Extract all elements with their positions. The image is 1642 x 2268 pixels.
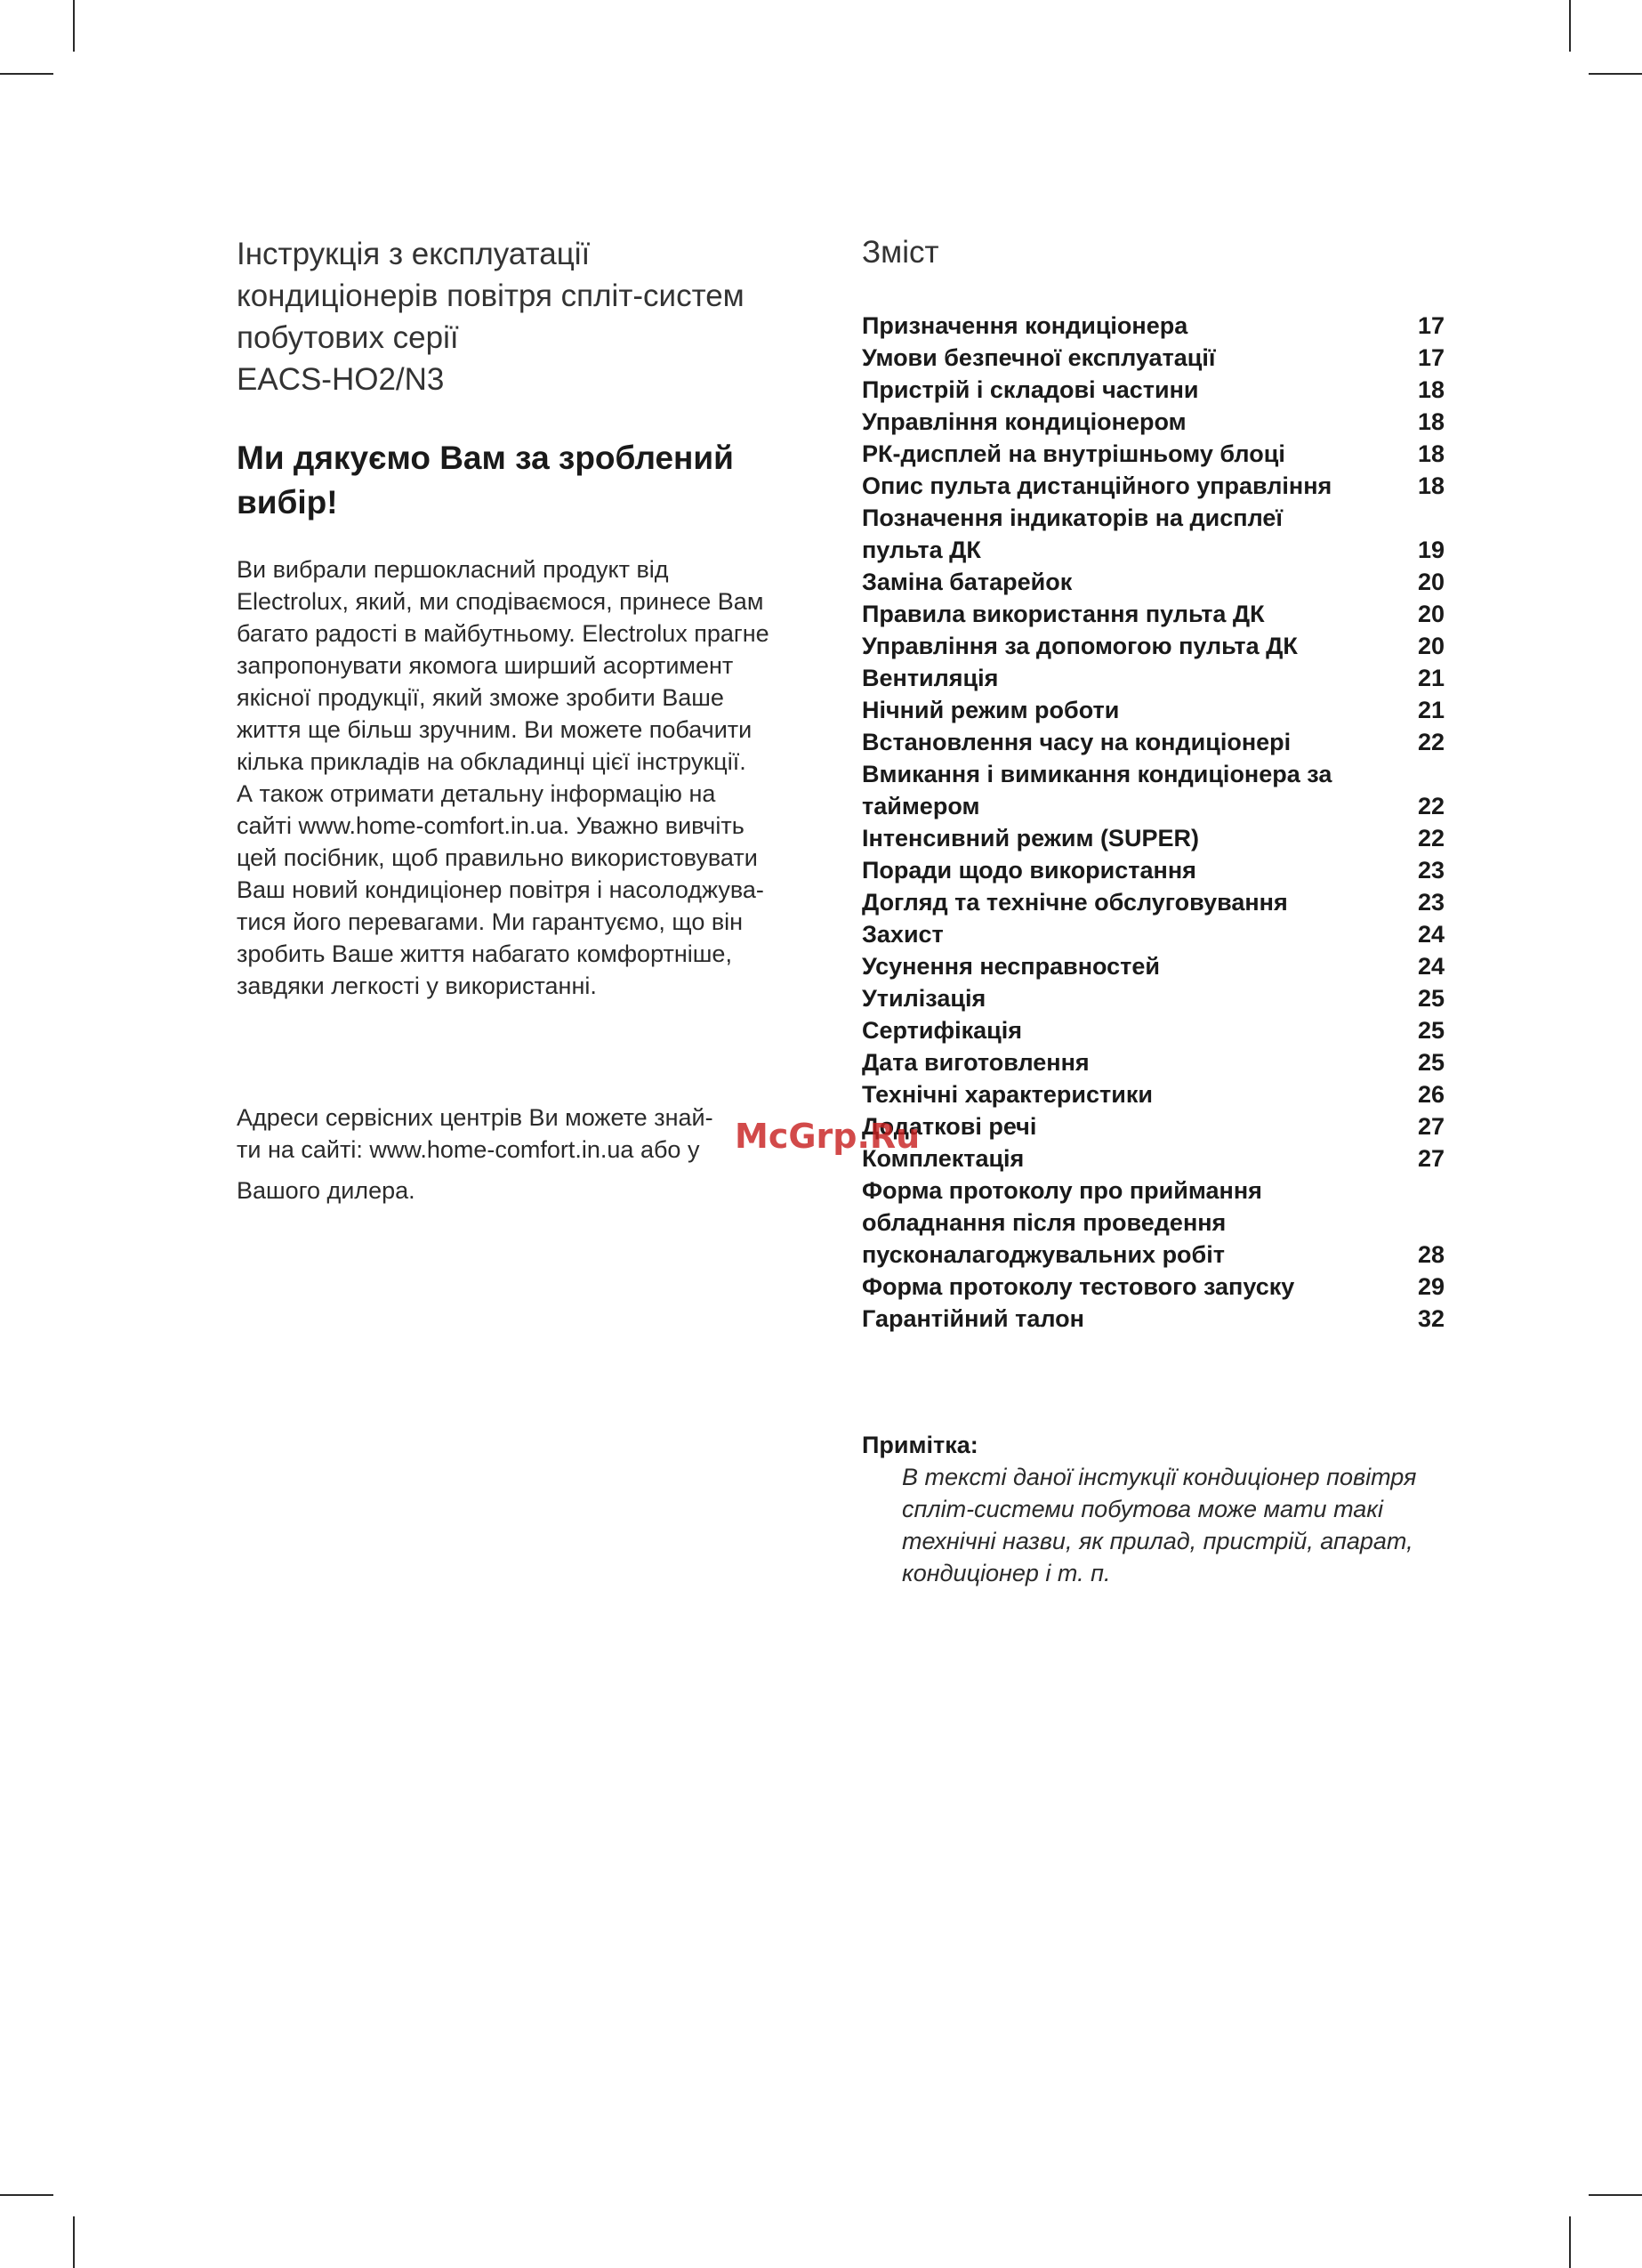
toc-entry-page: 21 — [1417, 697, 1445, 723]
toc-entry-title-line: Нічний режим роботи — [862, 697, 1120, 723]
toc-entry[interactable] — [862, 406, 1445, 438]
toc-entry[interactable] — [862, 598, 1445, 630]
document-title-line: EACS-HO2/N3 — [237, 362, 445, 397]
toc-entry[interactable] — [862, 950, 1445, 982]
thanks-heading — [237, 436, 824, 525]
toc-entry-title — [862, 342, 1216, 374]
intro-line: Ваш новий кондиціонер повітря і насолоджува- — [237, 876, 764, 903]
document-title-line: Інструкція з експлуатації — [237, 237, 591, 271]
note-line: кондиціонер і т. п. — [902, 1560, 1111, 1586]
toc-entry-title — [862, 1014, 1022, 1046]
toc-entry-title-line: Сертифікація — [862, 1017, 1022, 1044]
intro-paragraph — [237, 553, 824, 1002]
crop-mark-top-left-h — [0, 73, 53, 75]
toc-entry-title-line: Умови безпечної експлуатації — [862, 344, 1216, 371]
toc-entry-title — [862, 726, 1291, 758]
toc-entry[interactable] — [862, 310, 1445, 342]
toc-entry-title-line: обладнання після проведення — [862, 1209, 1227, 1236]
toc-entry[interactable] — [862, 630, 1445, 662]
note-line: спліт-системи побутова може мати такі — [902, 1496, 1384, 1522]
toc-entry-title — [862, 662, 998, 694]
crop-mark-bottom-right — [1569, 2216, 1571, 2268]
toc-entry[interactable] — [862, 470, 1445, 502]
toc-entry-title — [862, 1303, 1084, 1335]
watermark-logo: McGrp.Ru — [735, 1117, 921, 1156]
toc-entry-page: 25 — [1417, 1017, 1445, 1044]
toc-entry[interactable] — [862, 662, 1445, 694]
toc-entry-page: 17 — [1417, 312, 1445, 339]
note-line: В тексті даної інстукції кондиціонер повітря — [902, 1464, 1417, 1490]
service-line: Вашого дилера. — [237, 1177, 415, 1204]
toc-entry-title-line: Комплектація — [862, 1145, 1025, 1172]
toc-entry-title — [862, 1271, 1294, 1303]
service-centers-paragraph — [237, 1102, 713, 1207]
crop-mark-bottom-right-h — [1589, 2194, 1642, 2196]
toc-entry-title — [862, 758, 1332, 822]
toc-entry-title-line: Позначення індикаторів на дисплеї — [862, 504, 1284, 531]
toc-entry-page: 23 — [1417, 889, 1445, 916]
toc-entry[interactable] — [862, 1078, 1445, 1110]
toc-entry-page: 32 — [1417, 1305, 1445, 1332]
crop-mark-bottom-left — [73, 2216, 75, 2268]
crop-mark-bottom-left-h — [0, 2194, 53, 2196]
toc-entry-title — [862, 886, 1288, 918]
toc-entry[interactable] — [862, 566, 1445, 598]
toc-entry-title-line: Поради щодо використання — [862, 857, 1196, 884]
toc-entry[interactable] — [862, 1271, 1445, 1303]
toc-entry-title — [862, 822, 1199, 854]
toc-entry-title-line: РК-дисплей на внутрішньому блоці — [862, 440, 1285, 467]
toc-entry-title — [862, 310, 1187, 342]
toc-entry-page: 22 — [1417, 825, 1445, 852]
toc-entry-page: 18 — [1417, 376, 1445, 403]
toc-list — [862, 310, 1445, 1335]
toc-entry-page: 25 — [1417, 1049, 1445, 1076]
intro-line: Ви вибрали першокласний продукт від — [237, 556, 669, 583]
toc-entry[interactable] — [862, 1303, 1445, 1335]
toc-entry-title-line: Пристрій і складові частини — [862, 376, 1199, 403]
toc-entry-title — [862, 950, 1160, 982]
note-block — [862, 1429, 1449, 1589]
toc-entry-title-line: Правила використання пульта ДК — [862, 601, 1265, 627]
thanks-heading-line: вибір! — [237, 484, 338, 521]
note-label: Примітка: — [862, 1432, 978, 1458]
intro-line: зробить Ваше життя набагато комфортніше, — [237, 940, 732, 967]
intro-line: завдяки легкості у використанні. — [237, 973, 597, 999]
toc-entry-title — [862, 470, 1332, 502]
toc-entry[interactable] — [862, 1014, 1445, 1046]
toc-entry-title — [862, 630, 1298, 662]
toc-entry-title — [862, 982, 986, 1014]
toc-entry[interactable] — [862, 1110, 1445, 1142]
toc-entry-page: 23 — [1417, 857, 1445, 884]
toc-entry[interactable] — [862, 342, 1445, 374]
toc-entry-title-line: таймером — [862, 793, 980, 819]
toc-entry-title-line: Захист — [862, 921, 944, 948]
toc-entry-page: 20 — [1417, 601, 1445, 627]
toc-entry[interactable] — [862, 1046, 1445, 1078]
intro-line: тися його перевагами. Ми гарантуємо, що він — [237, 908, 744, 935]
table-of-contents — [862, 233, 1445, 1335]
note-line: технічні назви, як прилад, пристрій, апарат, — [902, 1528, 1413, 1554]
toc-entry[interactable] — [862, 1142, 1445, 1174]
intro-line: багато радості в майбутньому. Electrolux прагне — [237, 620, 769, 647]
toc-entry-title — [862, 1046, 1090, 1078]
toc-entry-title-line: Утилізація — [862, 985, 986, 1012]
toc-entry-title-line: Опис пульта дистанційного управління — [862, 472, 1332, 499]
toc-entry-title-line: Управління кондиціонером — [862, 408, 1187, 435]
service-line: Адреси сервісних центрів Ви можете знай- — [237, 1104, 713, 1131]
toc-entry-page: 17 — [1417, 344, 1445, 371]
toc-entry-title-line: Управління за допомогою пульта ДК — [862, 633, 1298, 659]
toc-entry-title — [862, 598, 1265, 630]
intro-line: кілька прикладів на обкладинці цієї інструкції. — [237, 748, 746, 775]
intro-line: Electrolux, який, ми сподіваємося, принесе Вам — [237, 588, 764, 615]
intro-line: А також отримати детальну інформацію на — [237, 780, 716, 807]
toc-entry-page: 21 — [1417, 665, 1445, 691]
toc-entry-page: 22 — [1417, 729, 1445, 755]
toc-entry-page: 22 — [1417, 793, 1445, 819]
toc-entry-page: 27 — [1417, 1113, 1445, 1140]
toc-entry-page: 29 — [1417, 1273, 1445, 1300]
toc-entry-title-line: Вентиляція — [862, 665, 999, 691]
toc-entry[interactable] — [862, 438, 1445, 470]
crop-mark-top-right-h — [1589, 73, 1642, 75]
toc-entry-title — [862, 1078, 1153, 1110]
toc-entry[interactable] — [862, 822, 1445, 854]
toc-entry-title-line: Форма протоколу тестового запуску — [862, 1273, 1295, 1300]
toc-entry-title — [862, 406, 1187, 438]
toc-entry[interactable] — [862, 918, 1445, 950]
toc-entry-page: 19 — [1417, 537, 1445, 563]
toc-entry[interactable] — [862, 694, 1445, 726]
toc-entry-page: 25 — [1417, 985, 1445, 1012]
thanks-heading-line: Ми дякуємо Вам за зроблений — [237, 440, 734, 476]
toc-entry-title-line: Форма протоколу про приймання — [862, 1177, 1262, 1204]
toc-entry-title-line: пульта ДК — [862, 537, 981, 563]
intro-line: життя ще більш зручним. Ви можете побачити — [237, 716, 753, 743]
toc-entry-title — [862, 1174, 1262, 1271]
intro-line: якісної продукції, який зможе зробити Ваше — [237, 684, 724, 711]
toc-entry-title — [862, 566, 1072, 598]
toc-entry-title — [862, 438, 1285, 470]
toc-entry-title-line: Дата виготовлення — [862, 1049, 1090, 1076]
toc-entry-title — [862, 918, 944, 950]
crop-mark-top-left — [73, 0, 75, 52]
toc-entry-title-line: Заміна батарейок — [862, 569, 1073, 595]
intro-line: запропонувати якомога ширший асортимент — [237, 652, 734, 679]
intro-line: сайті www.home-comfort.in.ua. Уважно вивчіть — [237, 812, 745, 839]
toc-entry-title-line: Інтенсивний режим (SUPER) — [862, 825, 1199, 852]
toc-entry[interactable] — [862, 374, 1445, 406]
toc-entry[interactable] — [862, 854, 1445, 886]
toc-entry[interactable] — [862, 1174, 1445, 1271]
toc-entry-page: 27 — [1417, 1145, 1445, 1172]
intro-line: цей посібник, щоб правильно використовувати — [237, 844, 758, 871]
toc-entry-page: 18 — [1417, 408, 1445, 435]
service-line: ти на сайті: www.home-comfort.in.ua або у — [237, 1136, 700, 1163]
toc-entry-title-line: Технічні характеристики — [862, 1081, 1153, 1108]
toc-entry[interactable] — [862, 982, 1445, 1014]
toc-entry[interactable] — [862, 758, 1445, 822]
toc-entry-title-line: Вмикання і вимикання кондиціонера за — [862, 761, 1332, 787]
toc-entry-title-line: Догляд та технічне обслуговування — [862, 889, 1288, 916]
toc-entry-title-line: Призначення кондиціонера — [862, 312, 1188, 339]
toc-entry-page: 18 — [1417, 472, 1445, 499]
toc-entry-page: 24 — [1417, 921, 1445, 948]
document-title — [237, 233, 824, 400]
toc-entry-title — [862, 502, 1283, 566]
toc-entry-title-line: Додаткові речі — [862, 1113, 1037, 1140]
toc-entry-title-line: Встановлення часу на кондиціонері — [862, 729, 1292, 755]
toc-entry-title — [862, 374, 1199, 406]
crop-mark-top-right — [1569, 0, 1571, 52]
toc-entry-page: 26 — [1417, 1081, 1445, 1108]
toc-entry-title-line: Гарантійний талон — [862, 1305, 1084, 1332]
toc-entry-title-line: Усунення несправностей — [862, 953, 1161, 980]
toc-heading: Зміст — [862, 235, 939, 270]
toc-entry-page: 24 — [1417, 953, 1445, 980]
toc-entry-title-line: пусконалагоджувальних робіт — [862, 1241, 1225, 1268]
toc-entry-page: 18 — [1417, 440, 1445, 467]
document-title-line: побутових серії — [237, 320, 459, 355]
toc-entry-title — [862, 854, 1196, 886]
note-text — [902, 1461, 1449, 1589]
toc-entry[interactable] — [862, 886, 1445, 918]
document-title-line: кондиціонерів повітря спліт-систем — [237, 278, 745, 313]
toc-entry[interactable] — [862, 726, 1445, 758]
toc-entry-page: 20 — [1417, 633, 1445, 659]
toc-entry-page: 20 — [1417, 569, 1445, 595]
toc-entry-title — [862, 694, 1119, 726]
toc-entry-page: 28 — [1417, 1241, 1445, 1268]
left-column — [237, 233, 824, 1002]
toc-entry[interactable] — [862, 502, 1445, 566]
